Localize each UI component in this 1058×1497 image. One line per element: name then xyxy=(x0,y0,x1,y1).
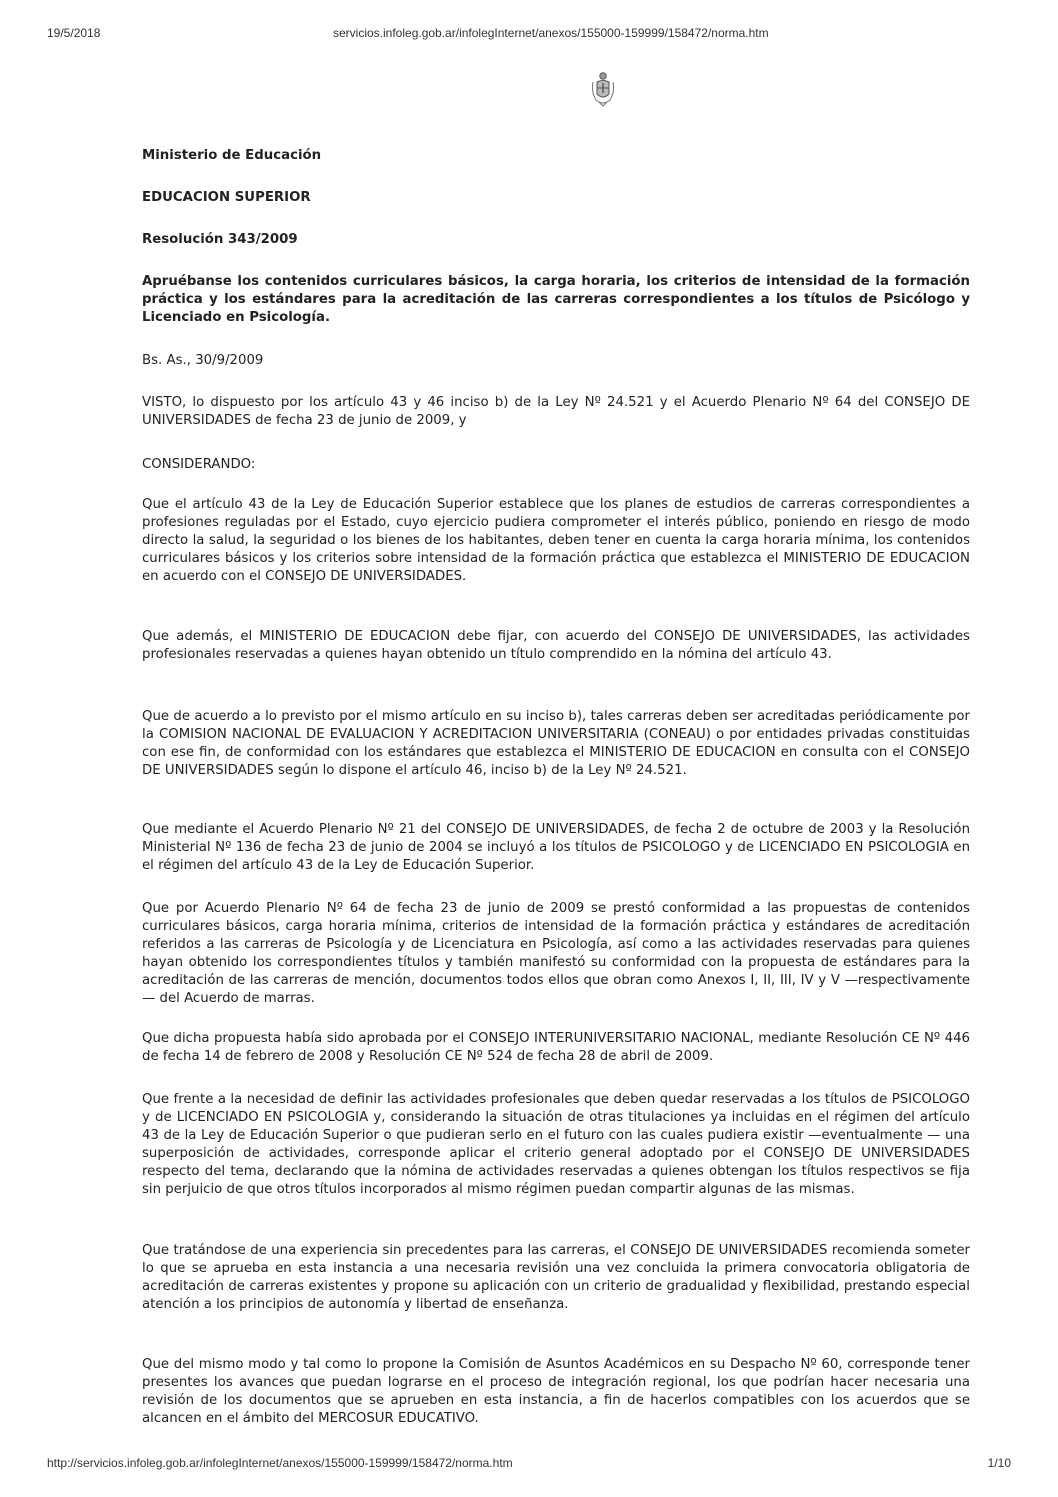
considerando-paragraph: Que mediante el Acuerdo Plenario Nº 21 del CONSEJO DE UNIVERSIDADES, de fecha 2 de octubre de 2003 y la Resolución Ministerial Nº 136 de fecha 23 de junio de 2004 se incluyó a los títulos de PSICOLOGO y de LICENCIADO EN PSICOLOGIA en el régimen del artículo 43 de la Ley de Educación Superior. xyxy=(142,822,970,873)
visto-paragraph: VISTO, lo dispuesto por los artículo 43 y 46 inciso b) de la Ley Nº 24.521 y el Acuerdo Plenario Nº 64 del CONSEJO DE UNIVERSIDADES de fecha 23 de junio de 2009, y xyxy=(142,395,970,428)
resolution-summary: Apruébanse los contenidos curriculares básicos, la carga horaria, los criterios de intensidad de la formación práctica y los estándares para la acreditación de las carreras correspondientes a los títulos de Psicólogo y Licenciado en Psicología. xyxy=(142,274,970,325)
considerando-paragraph: Que el artículo 43 de la Ley de Educación Superior establece que los planes de estudios de carreras correspondientes a profesiones reguladas por el Estado, cuyo ejercicio pudiera comprometer el interés público, poniendo en riesgo de modo directo la salud, la seguridad o los bienes de los habitantes, deben tener en cuenta la carga horaria mínima, los contenidos curriculares básicos y los criterios sobre intensidad de la formación práctica que establezca el MINISTERIO DE EDUCACION en acuerdo con el CONSEJO DE UNIVERSIDADES. xyxy=(142,497,970,584)
considerando-paragraph: Que dicha propuesta había sido aprobada por el CONSEJO INTERUNIVERSITARIO NACIONAL, mediante Resolución CE Nº 446 de fecha 14 de febrero de 2008 y Resolución CE Nº 524 de fecha 28 de abril de 2009. xyxy=(142,1031,970,1064)
considerando-paragraph: Que de acuerdo a lo previsto por el mismo artículo en su inciso b), tales carreras deben ser acreditadas periódicamente por la COMISION NACIONAL DE EVALUACION Y ACREDITACION UNIVERSITARIA (CONEAU) o por entidades privadas constituidas con ese fin, de conformidad con los estándares que establezca el MINISTERIO DE EDUCACION en consulta con el CONSEJO DE UNIVERSIDADES según lo dispone el artículo 46, inciso b) de la Ley Nº 24.521. xyxy=(142,709,970,778)
considerando-paragraph: Que por Acuerdo Plenario Nº 64 de fecha 23 de junio de 2009 se prestó conformidad a las propuestas de contenidos curriculares básicos, carga horaria mínima, criterios de intensidad de la formación práctica y estándares de acreditación referidos a las carreras de Psicología y de Licenciatura en Psicología, así como a las actividades reservadas para quienes hayan obtenido los correspondientes títulos y también manifestó su conformidad con la propuesta de estándares para la acreditación de las carreras de mención, documentos todos ellos que obran como Anexos I, II, III, IV y V —respectivamente— del Acuerdo de marras. xyxy=(142,901,970,1006)
print-footer-page-number: 1/10 xyxy=(987,1456,1011,1470)
considerando-heading: CONSIDERANDO: xyxy=(142,457,256,472)
print-footer-url: http://servicios.infoleg.gob.ar/infolegInternet/anexos/155000-159999/158472/norma.htm xyxy=(47,1456,513,1470)
considerando-paragraph: Que además, el MINISTERIO DE EDUCACION debe fijar, con acuerdo del CONSEJO DE UNIVERSIDADES, las actividades profesionales reservadas a quienes hayan obtenido un título comprendido en la nómina del artículo 43. xyxy=(142,629,970,662)
considerando-paragraph: Que del mismo modo y tal como lo propone la Comisión de Asuntos Académicos en su Despacho Nº 60, corresponde tener presentes los avances que puedan lograrse en el proceso de integración regional, los que podrían hacer necesaria una revisión de los documentos que se aprueben en esta instancia, a fin de hacerlos compatibles con los acuerdos que se alcancen en el ámbito del MERCOSUR EDUCATIVO. xyxy=(142,1357,970,1426)
print-header-url: servicios.infoleg.gob.ar/infolegInternet/anexos/155000-159999/158472/norma.htm xyxy=(333,26,769,40)
considerando-paragraph: Que tratándose de una experiencia sin precedentes para las carreras, el CONSEJO DE UNIVERSIDADES recomienda someter lo que se aprueba en esta instancia a una necesaria revisión una vez concluida la primera convocatoria obligatoria de acreditación de carreras existentes y propone su aplicación con un criterio de gradualidad y flexibilidad, prestando especial atención a los principios de autonomía y libertad de enseñanza. xyxy=(142,1243,970,1312)
ministry-heading: Ministerio de Educación xyxy=(142,148,322,163)
print-header-date: 19/5/2018 xyxy=(47,26,101,40)
resolution-number: Resolución 343/2009 xyxy=(142,232,298,247)
place-date: Bs. As., 30/9/2009 xyxy=(142,353,264,368)
considerando-paragraph: Que frente a la necesidad de definir las actividades profesionales que deben quedar reservadas a los títulos de PSICOLOGO y de LICENCIADO EN PSICOLOGIA y, considerando la situación de otras titulaciones ya incluidas en el régimen del artículo 43 de la Ley de Educación Superior o que pudieran serlo en el futuro con las cuales pudiera existir —eventualmente — una superposición de actividades, corresponde aplicar el criterio general adoptado por el CONSEJO DE UNIVERSIDADES respecto del tema, declarando que la nómina de actividades reservadas a quienes obtengan los títulos respectivos se fija sin perjuicio de que otros títulos incorporados al mismo régimen puedan compartir algunas de las mismas. xyxy=(142,1092,970,1197)
argentina-coat-of-arms-icon xyxy=(590,70,616,108)
area-heading: EDUCACION SUPERIOR xyxy=(142,190,311,205)
